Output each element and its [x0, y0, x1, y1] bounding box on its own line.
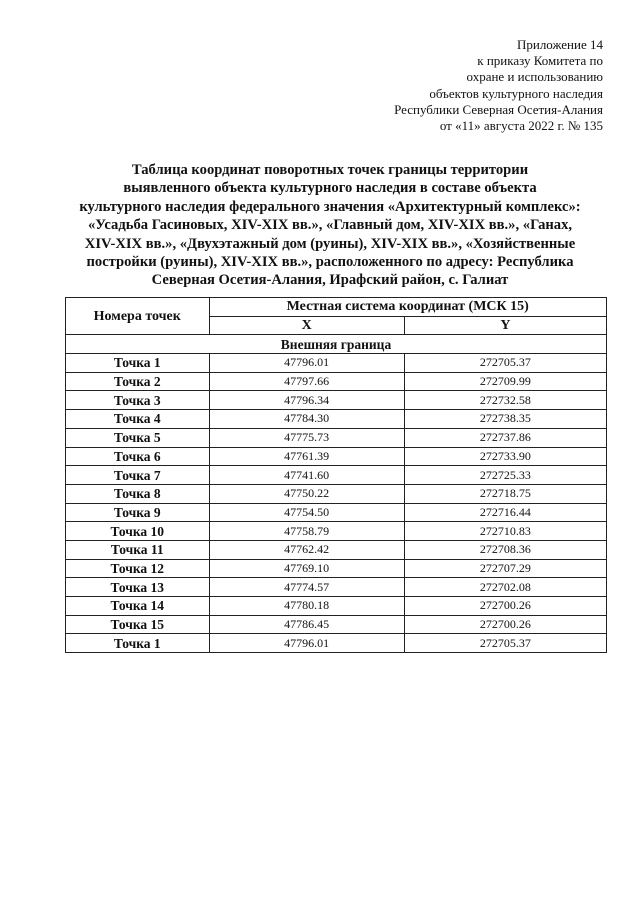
point-name-cell: Точка 1	[66, 634, 210, 653]
section-row	[66, 335, 607, 354]
x-value-cell: 47780.18	[209, 597, 404, 616]
header-line: объектов культурного наследия	[429, 85, 603, 101]
header-line: от «11» августа 2022 г. № 135	[439, 118, 603, 134]
x-value-cell: 47741.60	[209, 466, 404, 485]
title-line: XIV-XIX вв.», «Двухэтажный дом (руины), XIV-XIX вв.», «Хозяйственные	[84, 235, 576, 252]
y-value-cell: 272702.08	[404, 578, 606, 597]
x-value-cell: 47796.01	[209, 354, 404, 373]
point-name-cell: Точка 15	[66, 615, 210, 634]
header-line: охране и использованию	[466, 69, 603, 85]
y-value-cell: 272705.37	[404, 634, 606, 653]
title-line: Северная Осетия-Алания, Ирафский район, с. Галиат	[151, 272, 509, 289]
y-value-cell: 272707.29	[404, 559, 606, 578]
table-row	[66, 391, 607, 410]
coordinates-table	[65, 297, 607, 653]
y-value-cell: 272737.86	[404, 428, 606, 447]
table-row	[66, 522, 607, 541]
point-name-cell: Точка 3	[66, 391, 210, 410]
x-value-cell: 47762.42	[209, 540, 404, 559]
point-name-cell: Точка 11	[66, 540, 210, 559]
table-row	[66, 615, 607, 634]
title-line: постройки (руины), XIV-XIX вв.», расположенного по адресу: Республика	[86, 254, 574, 271]
point-name-cell: Точка 1	[66, 354, 210, 373]
table-row	[66, 447, 607, 466]
table-row	[66, 578, 607, 597]
point-name-cell: Точка 5	[66, 428, 210, 447]
table-row	[66, 354, 607, 373]
y-value-cell: 272718.75	[404, 484, 606, 503]
point-name-cell: Точка 14	[66, 597, 210, 616]
header-line: к приказу Комитета по	[477, 53, 603, 69]
x-value-cell: 47750.22	[209, 484, 404, 503]
y-value-cell: 272700.26	[404, 597, 606, 616]
table-row	[66, 503, 607, 522]
table-row	[66, 484, 607, 503]
point-name-cell: Точка 8	[66, 484, 210, 503]
title-line: выявленного объекта культурного наследия в составе объекта	[123, 180, 537, 197]
table-row	[66, 540, 607, 559]
y-value-cell: 272738.35	[404, 410, 606, 429]
table-row	[66, 559, 607, 578]
y-value-cell: 272709.99	[404, 372, 606, 391]
table-row	[66, 466, 607, 485]
x-value-cell: 47774.57	[209, 578, 404, 597]
title-line: «Усадьба Гасиновых, XIV-XIX вв.», «Главный дом, XIV-XIX вв.», «Ганах,	[87, 217, 573, 234]
point-name-cell: Точка 9	[66, 503, 210, 522]
table-row	[66, 410, 607, 429]
x-value-cell: 47786.45	[209, 615, 404, 634]
x-value-cell: 47784.30	[209, 410, 404, 429]
order-header	[283, 37, 603, 134]
x-value-cell: 47761.39	[209, 447, 404, 466]
header-line: Республики Северная Осетия-Алания	[394, 101, 603, 117]
y-value-cell: 272716.44	[404, 503, 606, 522]
point-name-cell: Точка 10	[66, 522, 210, 541]
x-value-cell: 47758.79	[209, 522, 404, 541]
point-name-cell: Точка 13	[66, 578, 210, 597]
point-name-cell: Точка 4	[66, 410, 210, 429]
header-line: Приложение 14	[516, 37, 603, 52]
x-value-cell: 47796.01	[209, 634, 404, 653]
table-row	[66, 428, 607, 447]
point-name-cell: Точка 7	[66, 466, 210, 485]
table-header-row	[66, 298, 607, 317]
x-value-cell: 47754.50	[209, 503, 404, 522]
x-value-cell: 47775.73	[209, 428, 404, 447]
point-name-cell: Точка 6	[66, 447, 210, 466]
y-value-cell: 272700.26	[404, 615, 606, 634]
header-y: Y	[404, 316, 606, 335]
y-value-cell: 272725.33	[404, 466, 606, 485]
x-value-cell: 47797.66	[209, 372, 404, 391]
y-value-cell: 272705.37	[404, 354, 606, 373]
table-row	[66, 597, 607, 616]
title-line: культурного наследия федерального значения «Архитектурный комплекс»:	[79, 198, 581, 215]
x-value-cell: 47769.10	[209, 559, 404, 578]
y-value-cell: 272732.58	[404, 391, 606, 410]
y-value-cell: 272708.36	[404, 540, 606, 559]
table-row	[66, 634, 607, 653]
x-value-cell: 47796.34	[209, 391, 404, 410]
header-point-numbers: Номера точек	[66, 298, 210, 335]
title-line: Таблица координат поворотных точек границы территории	[131, 162, 529, 178]
header-coordinate-system: Местная система координат (МСК 15)	[209, 298, 606, 317]
table-row	[66, 372, 607, 391]
header-x: X	[209, 316, 404, 335]
y-value-cell: 272710.83	[404, 522, 606, 541]
document-title	[60, 161, 600, 290]
point-name-cell: Точка 2	[66, 372, 210, 391]
y-value-cell: 272733.90	[404, 447, 606, 466]
section-outer-boundary: Внешняя граница	[66, 335, 607, 354]
point-name-cell: Точка 12	[66, 559, 210, 578]
